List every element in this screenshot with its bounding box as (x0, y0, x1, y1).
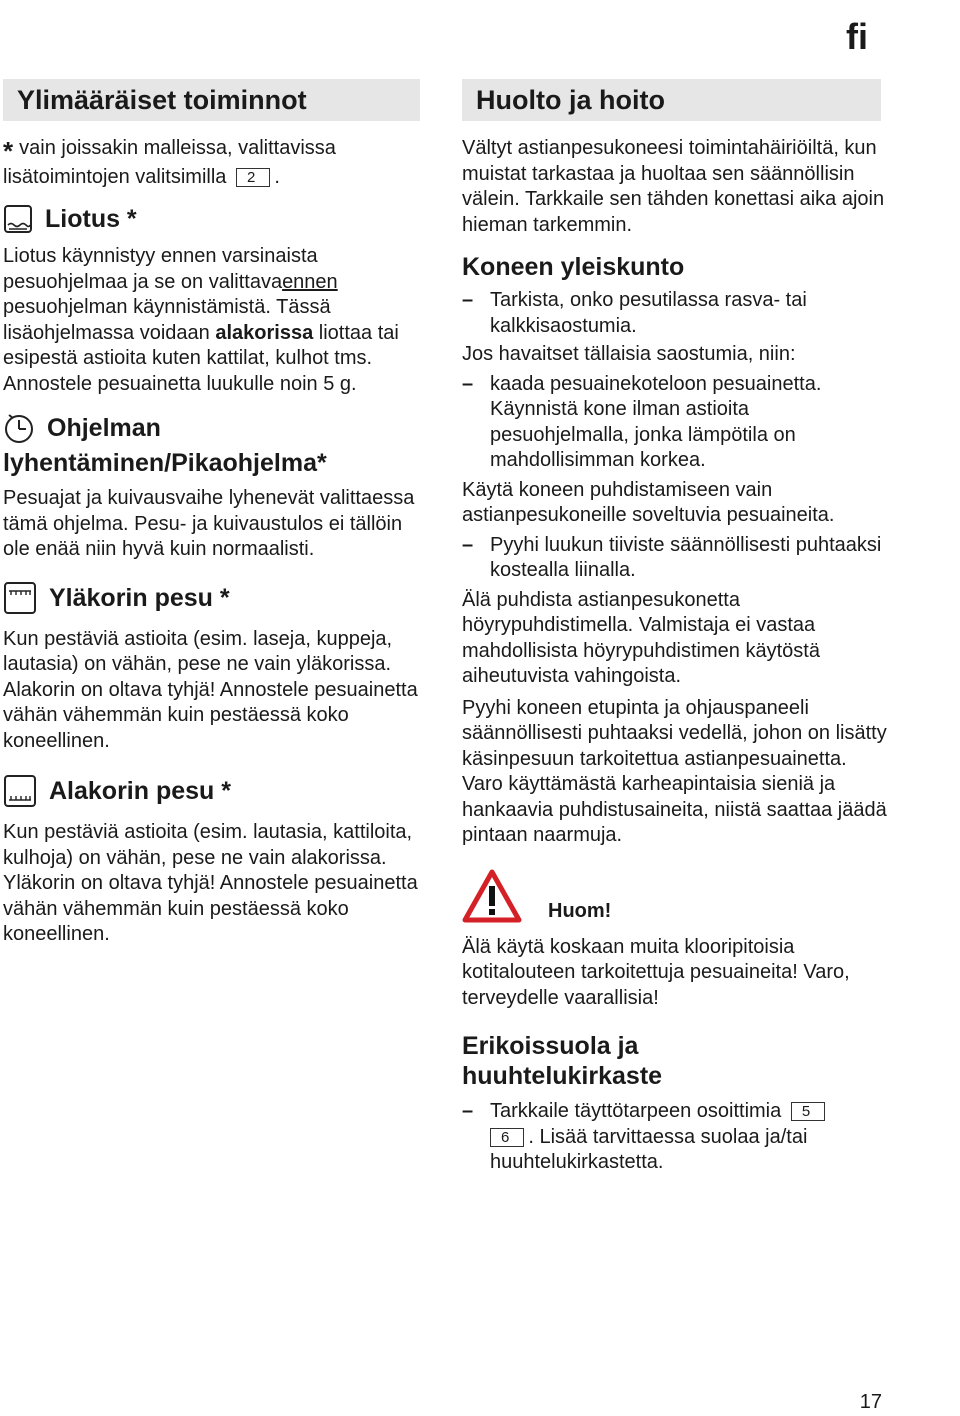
indicator-key-6: 6 (490, 1128, 524, 1147)
warning-label: Huom! (548, 899, 612, 922)
ohjelman-heading-line2: lyhentäminen/Pikaohjelma* (3, 449, 327, 477)
liotus-heading-row (3, 204, 418, 234)
section-title-care: Huolto ja hoito (462, 79, 881, 121)
ohjelman-heading-row (3, 412, 418, 444)
right-column (462, 136, 887, 1176)
erikois-text-before: Tarkkaile täyttötarpeen osoittimia (490, 1100, 782, 1122)
warning-text: Älä käytä koskaan muita klooripitoisia kotitalouteen tarkoitettuja pesuaineita! Varo, terveydelle vaarallisia! (462, 935, 850, 1009)
clock-icon (3, 412, 35, 444)
erikois-bullet-1 (462, 1099, 887, 1176)
liotus-paragraph (3, 244, 418, 372)
alakori-heading-row (3, 774, 418, 808)
asterisk-marker: * (3, 136, 14, 166)
kunto-paragraph-3: Älä puhdista astianpesukonetta höyrypuhdistimella. Valmistaja ei vastaa mahdollisista höyrypuhdistimen käytöstä aiheutuvista vahingoista. (462, 588, 820, 687)
ylakori-paragraph: Kun pestäviä astioita (esim. laseja, kuppeja, lautasia) on vähän, pese ne vain yläkorissa. Alakorin on oltava tyhjä! Annostele pesuainetta vähän vähemmän kuin pestäessä koko koneellinen. (3, 627, 418, 752)
kunto-paragraph-4: Pyyhi koneen etupinta ja ohjauspaneeli säännöllisesti puhtaaksi vedellä, johon on lisätty käsinpesuun tarkoitettua astianpesuainetta. Varo käyttämästä karheapintaisia sieniä ja hankaavia puhdistusaineita, niistä saattaa jäädä pintaan naarmuja. (462, 696, 887, 846)
liotus-text-c: liottaa tai esipestä astioita kuten kattilat, kulhot tms. (3, 321, 399, 369)
left-column (3, 136, 418, 948)
erikois-bullet-1-content (490, 1099, 887, 1176)
ohjelman-heading-block (3, 412, 418, 478)
dash-marker: – (462, 289, 474, 311)
ohjelman-paragraph: Pesuajat ja kuivausvaihe lyhenevät valittaessa tämä ohjelma. Pesu- ja kuivaustulos ei tällöin ole enää niin hyvä kuin normaalisti. (3, 487, 415, 560)
kunto-bullet-2-text: kaada pesuainekoteloon pesuainetta. Käynnistä kone ilman astioita pesuohjelmalla, jonka lämpötila on mahdollisimman korkea. (490, 372, 822, 471)
liotus-text-b: pesuohjelman käynnistämistä. Tässä lisäohjelmassa voidaan (3, 296, 331, 344)
warning-triangle-icon (462, 869, 522, 923)
kunto-bullet-3 (462, 533, 887, 584)
selector-key-2: 2 (236, 168, 270, 187)
erikois-heading-line1: Erikoissuola ja (462, 1032, 639, 1060)
lower-basket-icon (3, 774, 37, 808)
alakori-heading: Alakorin pesu * (49, 777, 231, 805)
kunto-paragraph-1: Jos havaitset tällaisia saostumia, niin: (462, 343, 796, 365)
care-intro-paragraph: Vältyt astianpesukoneesi toimintahäiriöiltä, kun muistat tarkastaa ja huoltaa sen säännöllisin välein. Tarkkaile sen tähden konettasi aika ajoin hieman tarkemmin. (462, 137, 885, 236)
language-tag: fi (846, 16, 868, 57)
liotus-text-a: Liotus käynnistyy ennen varsinaista pesuohjelmaa ja se on valittava (3, 245, 318, 293)
intro-paragraph (3, 136, 418, 190)
liotus-bold-text: alakorissa (215, 321, 314, 344)
alakori-paragraph: Kun pestäviä astioita (esim. lautasia, kattiloita, kulhoja) on vähän, pese ne vain alakorissa. Yläkorin on oltava tyhjä! Annostele pesuainetta vähän vähemmän kuin pestäessä koko koneellinen. (3, 821, 418, 945)
kunto-paragraph-2: Käytä koneen puhdistamiseen vain astianpesukoneille soveltuvia pesuaineita. (462, 478, 835, 526)
ohjelman-heading-line1: Ohjelman (47, 414, 161, 442)
dash-marker: – (462, 1100, 474, 1122)
kunto-bullet-2 (462, 372, 887, 474)
erikois-heading-line2: huuhtelukirkaste (462, 1062, 663, 1090)
warning-row (462, 869, 887, 923)
liotus-heading: Liotus * (45, 205, 137, 233)
dash-marker: – (462, 533, 474, 556)
kunto-heading: Koneen yleiskunto (462, 253, 685, 281)
liotus-underlined-text: ennen (282, 270, 338, 293)
liotus-dosage-paragraph: Annostele pesuainetta luukulle noin 5 g. (3, 372, 357, 395)
soak-icon (3, 204, 33, 234)
ylakori-heading: Yläkorin pesu * (49, 583, 230, 612)
kunto-bullet-1 (462, 288, 887, 339)
kunto-bullet-1-text: Tarkista, onko pesutilassa rasva- tai kalkkisaostumia. (490, 289, 807, 337)
dash-marker: – (462, 372, 474, 395)
intro-text: vain joissakin malleissa, valittavissa lisätoimintojen valitsimilla (3, 137, 336, 188)
kunto-bullet-3-text: Pyyhi luukun tiiviste säännöllisesti puhtaaksi kostealla liinalla. (490, 533, 882, 581)
indicator-key-5: 5 (791, 1102, 825, 1121)
erikois-heading-block (462, 1031, 887, 1091)
intro-period: . (274, 165, 280, 188)
page-number: 17 (859, 1391, 882, 1413)
upper-basket-icon (3, 581, 37, 615)
erikois-text-after: . Lisää tarvittaessa suolaa ja/tai huuhtelukirkastetta. (490, 1125, 808, 1173)
ylakori-heading-row (3, 581, 418, 615)
section-title-extra-functions: Ylimääräiset toiminnot (3, 79, 420, 121)
